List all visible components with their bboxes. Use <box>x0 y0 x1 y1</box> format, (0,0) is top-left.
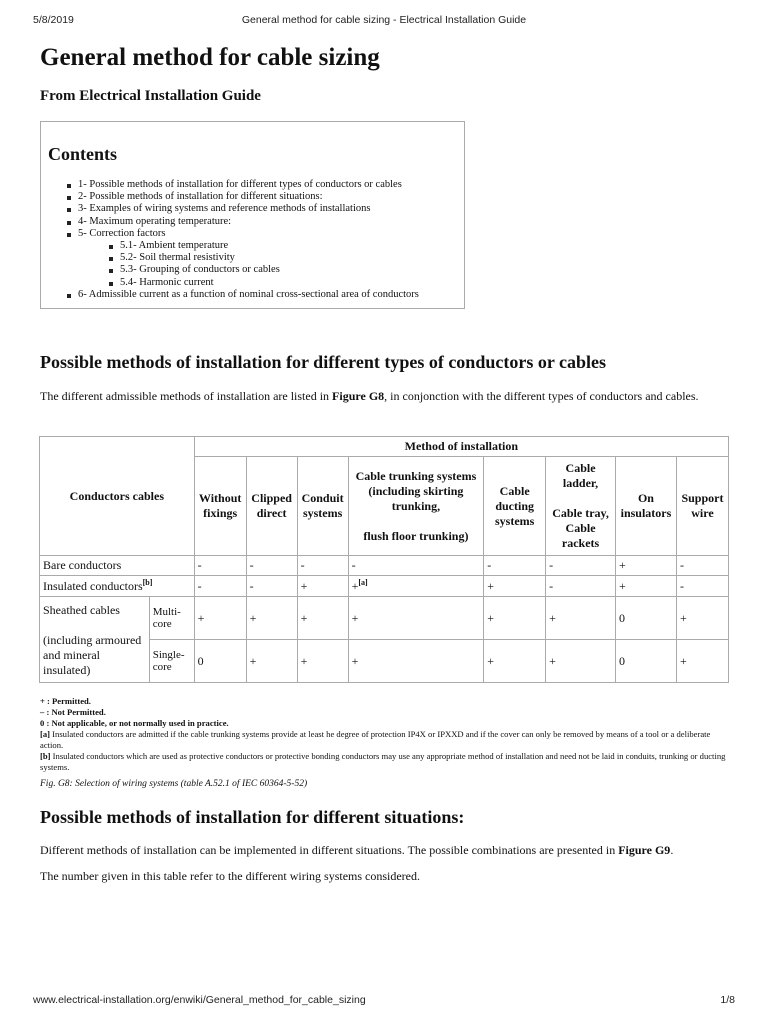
table-cell: - <box>194 556 246 576</box>
table-cell: - <box>546 556 616 576</box>
col-header-line: Cable trunking systems (including skirting trunking, <box>355 468 477 513</box>
intro-text: The different admissible methods of installation are listed in <box>40 389 333 403</box>
table-row <box>40 556 729 576</box>
table-row <box>40 597 729 640</box>
row-label <box>40 576 195 597</box>
table-cell: 0 <box>615 640 676 683</box>
toc-sublink[interactable]: 5.2- Soil thermal resistivity <box>120 252 419 264</box>
table-cell: + <box>676 640 728 683</box>
print-header <box>0 14 768 30</box>
table-cell: + <box>546 597 616 640</box>
table-cell: + <box>246 640 297 683</box>
footnote-text: Insulated conductors are admitted if the cable trunking systems provide at least he degree of protection IP4X or IPXXD and if the cover can only be removed by means of a tool or a deliberate action. <box>40 729 711 750</box>
table-cell: + <box>484 640 546 683</box>
toc-link[interactable]: 3- Examples of wiring systems and reference methods of installations <box>78 203 419 215</box>
page-subtitle: From Electrical Installation Guide <box>40 88 261 104</box>
figure-ref: Figure G8 <box>332 389 385 403</box>
toc-sublink[interactable]: 5.1- Ambient temperature <box>120 240 419 252</box>
table-cell: + <box>546 640 616 683</box>
col-header <box>348 457 484 556</box>
toc-sublink[interactable]: 5.3- Grouping of conductors or cables <box>120 264 419 276</box>
table-cell: - <box>194 576 246 597</box>
conductors-header: Conductors cables <box>40 437 195 556</box>
footnote-tag: [a] <box>40 729 51 739</box>
toc-link[interactable]: 5- Correction factors <box>78 228 419 240</box>
table-cell: + <box>246 597 297 640</box>
toc-sublist <box>120 240 419 289</box>
row-label-note: (including armoured and mineral insulated) <box>43 633 142 677</box>
note-permitted: + : Permitted. <box>40 696 91 706</box>
section-heading: Possible methods of installation for different types of conductors or cables <box>40 352 606 372</box>
table-cell: + <box>676 597 728 640</box>
table-cell: + <box>615 576 676 597</box>
col-header <box>546 457 616 556</box>
page-title: General method for cable sizing <box>40 44 380 71</box>
method-header: Method of installation <box>194 437 728 457</box>
figure-ref: Figure G9 <box>618 843 671 857</box>
table-cell: + <box>297 576 348 597</box>
cell-value: + <box>351 579 359 593</box>
toc-link[interactable]: 6- Admissible current as a function of nominal cross-sectional area of conductors <box>78 288 419 300</box>
note-not-permitted: – : Not Permitted. <box>40 707 106 717</box>
toc-link[interactable]: 4- Maximum operating temperature: <box>78 216 419 228</box>
table-cell: 0 <box>194 640 246 683</box>
row-label <box>40 597 150 683</box>
footnote-ref[interactable]: [a] <box>358 578 368 587</box>
table-cell: - <box>484 556 546 576</box>
table-cell: + <box>297 597 348 640</box>
toc-heading: Contents <box>48 144 118 164</box>
table-row <box>40 576 729 597</box>
row-sublabel: Single-core <box>149 640 194 683</box>
toc-link[interactable]: 1- Possible methods of installation for different types of conductors or cables <box>78 179 419 191</box>
table-cell: - <box>297 556 348 576</box>
footnote-ref[interactable]: [b] <box>142 578 153 587</box>
footnote-tag: [b] <box>40 751 51 761</box>
section-paragraph: The number given in this table refer to the different wiring systems considered. <box>40 869 421 883</box>
table-cell <box>348 576 484 597</box>
print-footer <box>0 994 768 1010</box>
toc-list <box>78 179 419 301</box>
table-cell: 0 <box>615 597 676 640</box>
figure-caption: Fig. G8: Selection of wiring systems (table A.52.1 of IEC 60364-5-52) <box>40 779 308 789</box>
section-heading: Possible methods of installation for different situations: <box>40 807 465 827</box>
section-intro <box>40 389 730 404</box>
table-cell: - <box>676 556 728 576</box>
col-header: Clipped direct <box>246 457 297 556</box>
row-label-text: Insulated conductors <box>43 579 143 593</box>
section-paragraph <box>40 843 730 858</box>
installation-methods-table <box>39 436 729 683</box>
table-cell: + <box>348 640 484 683</box>
col-header: Support wire <box>676 457 728 556</box>
intro-text: , in conjonction with the different types of conductors and cables. <box>384 389 699 403</box>
print-title: General method for cable sizing - Electrical Installation Guide <box>241 14 527 26</box>
page-number: 1/8 <box>720 994 735 1006</box>
table-cell: - <box>246 556 297 576</box>
table-cell: - <box>246 576 297 597</box>
footnote-text: Insulated conductors which are used as protective conductors or protective bonding conductors may use any appropriate method of installation and need not be laid in conduits, trunking or ducting systems. <box>40 751 726 772</box>
table-cell: + <box>297 640 348 683</box>
table-cell: + <box>484 576 546 597</box>
para-text: . <box>670 843 674 857</box>
print-date: 5/8/2019 <box>33 14 74 26</box>
col-header: Conduit systems <box>297 457 348 556</box>
table-cell: + <box>484 597 546 640</box>
col-header-line: flush floor trunking) <box>363 528 469 543</box>
col-header-line: Cable tray, Cable rackets <box>552 506 609 550</box>
col-header: Without fixings <box>194 457 246 556</box>
table-cell: - <box>676 576 728 597</box>
row-label-text: Sheathed cables <box>43 603 120 617</box>
para-text: Different methods of installation can be implemented in different situations. The possible combinations are presented in <box>40 843 619 857</box>
page-url: www.electrical-installation.org/enwiki/General_method_for_cable_sizing <box>33 994 366 1006</box>
row-sublabel: Multi-core <box>149 597 194 640</box>
toc-sublink[interactable]: 5.4- Harmonic current <box>120 277 419 289</box>
table-cell: + <box>615 556 676 576</box>
row-label: Bare conductors <box>40 556 195 576</box>
col-header: Cable ducting systems <box>484 457 546 556</box>
table-cell: - <box>348 556 484 576</box>
col-header: On insulators <box>615 457 676 556</box>
table-cell: - <box>546 576 616 597</box>
toc-link[interactable]: 2- Possible methods of installation for different situations: <box>78 191 419 203</box>
table-of-contents <box>40 121 465 309</box>
table-cell: + <box>194 597 246 640</box>
col-header-line: Cable ladder, <box>562 461 599 490</box>
note-not-applicable: 0 : Not applicable, or not normally used in practice. <box>40 718 229 728</box>
table-cell: + <box>348 597 484 640</box>
table-notes <box>40 696 730 773</box>
